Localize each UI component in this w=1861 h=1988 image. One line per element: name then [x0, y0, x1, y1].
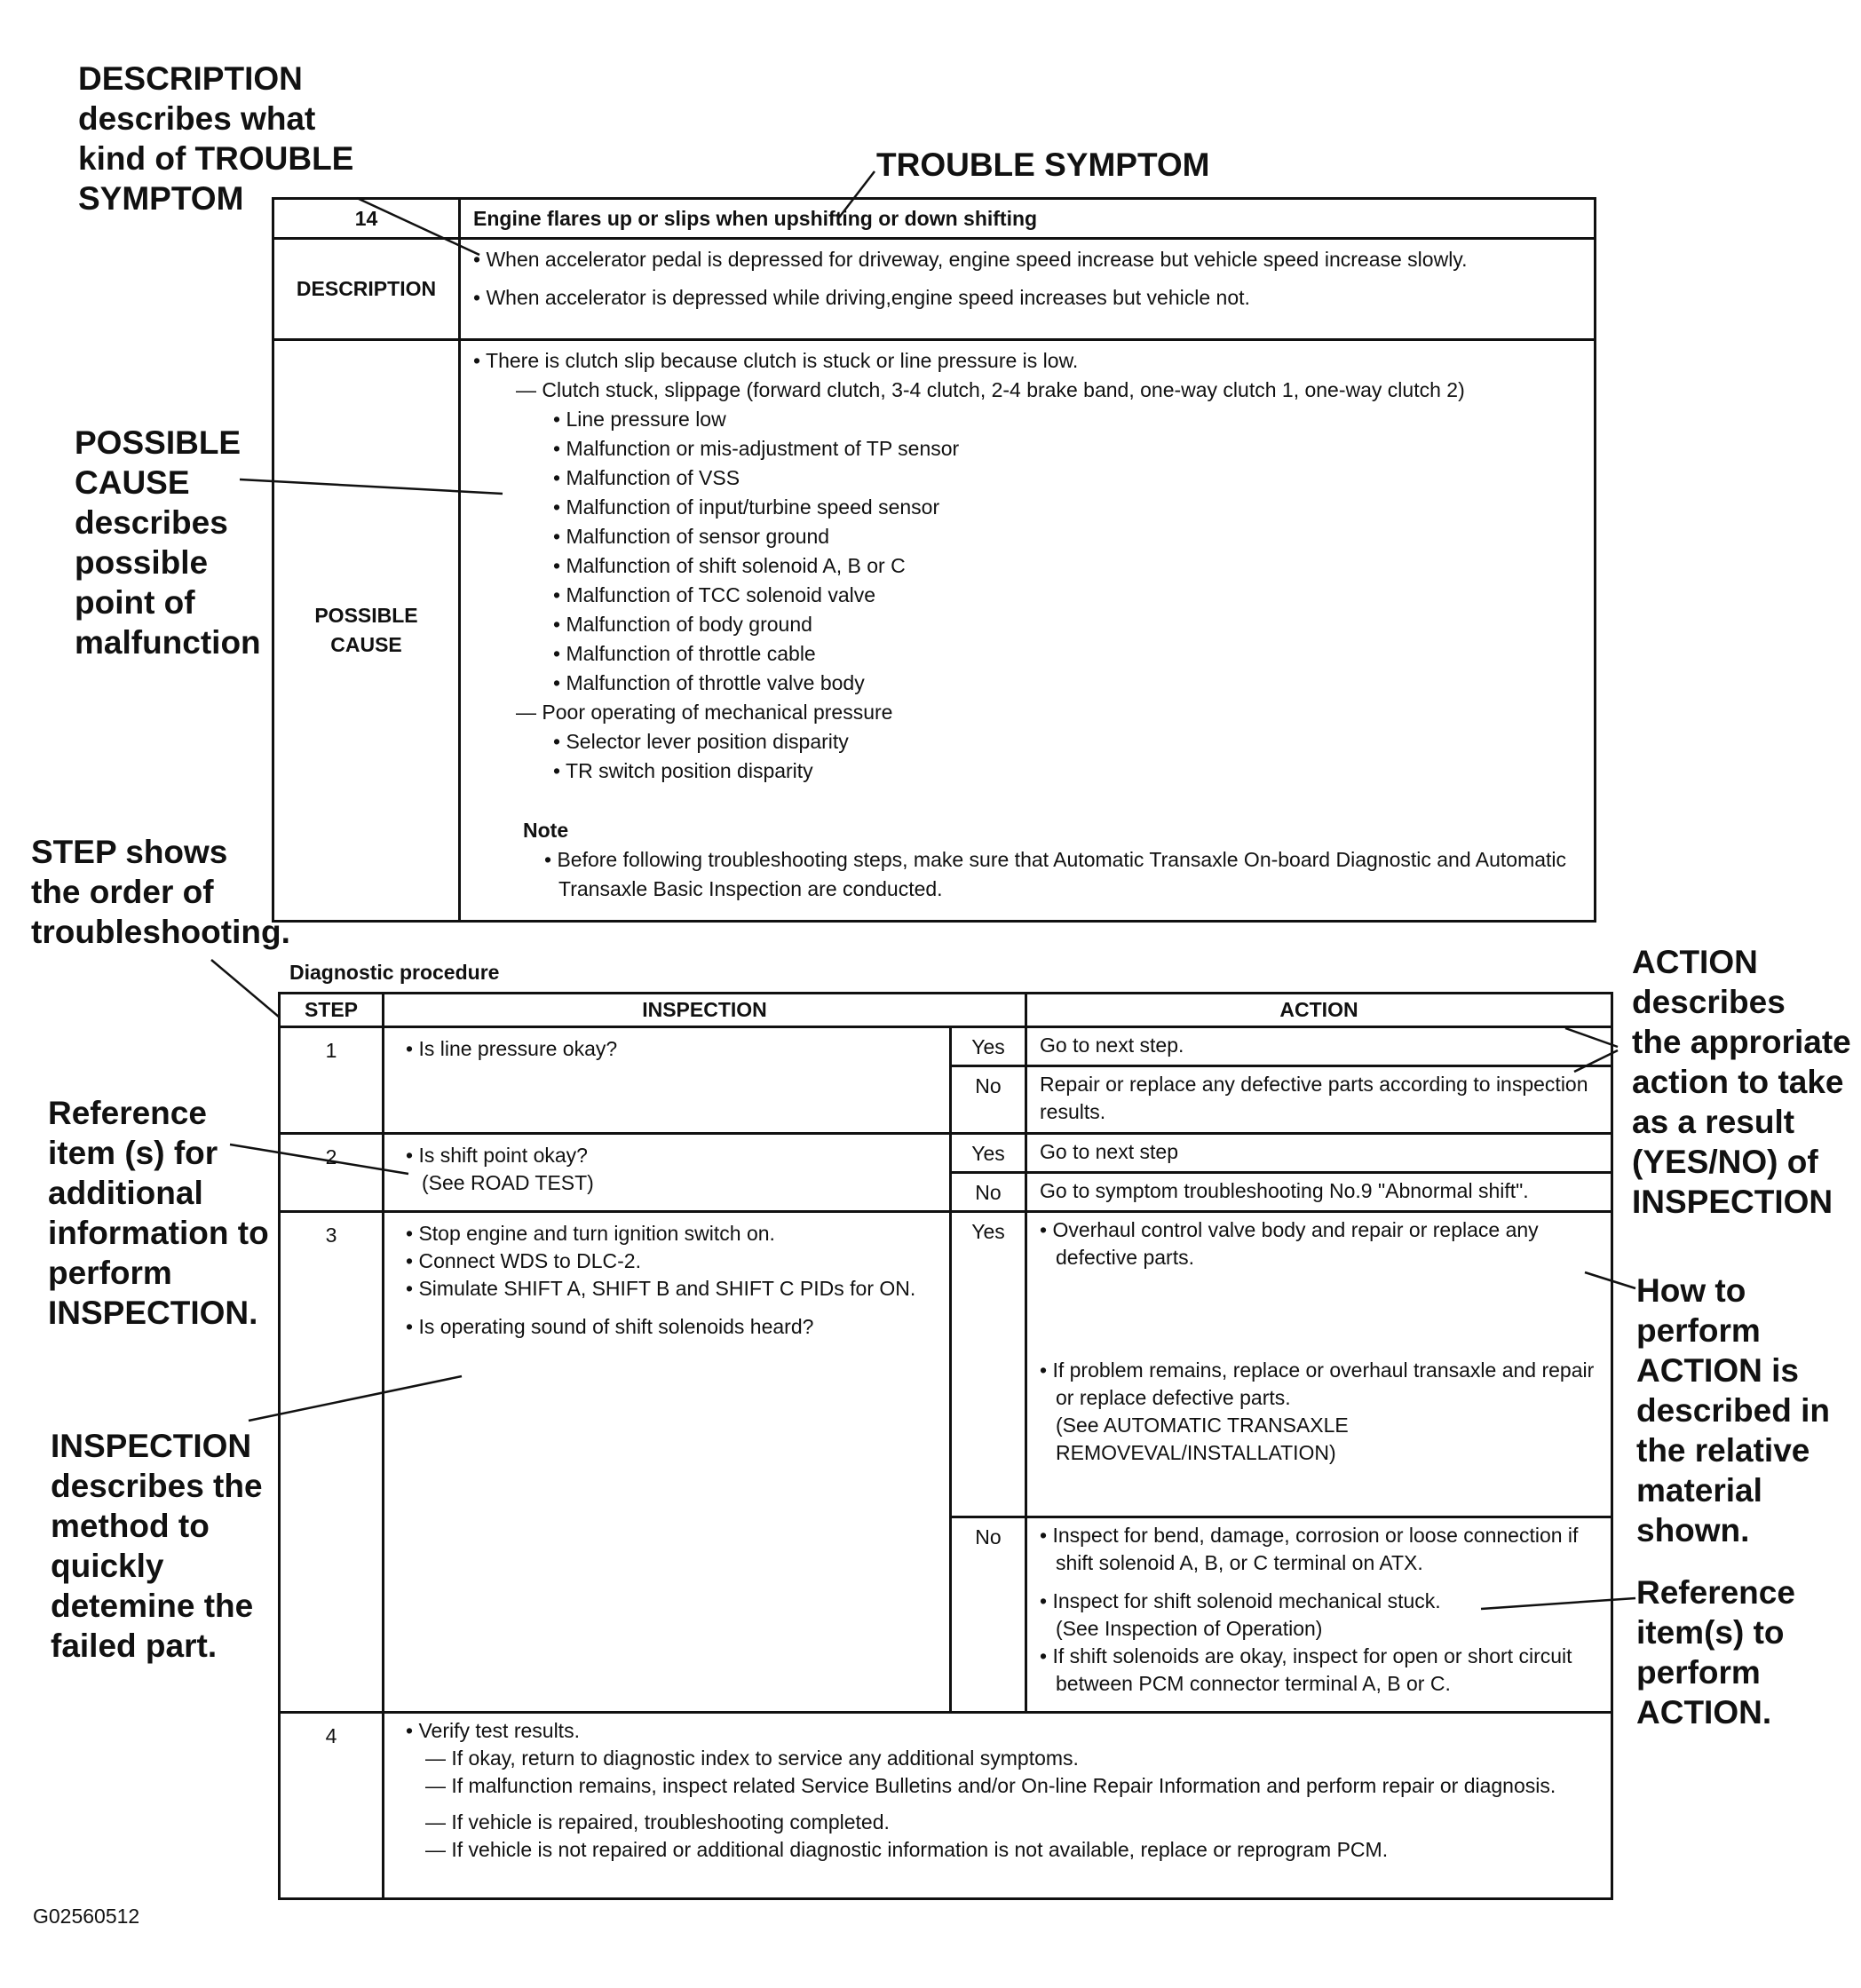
- cause-intro: • There is clutch slip because clutch is stuck or line pressure is low.: [473, 349, 1079, 372]
- cause-item: • Line pressure low: [553, 408, 726, 431]
- callout-text: describes the: [51, 1468, 263, 1504]
- action-item: • Overhaul control valve body and repair or replace any defective parts.: [1040, 1218, 1539, 1269]
- verify-subitem: — If vehicle is repaired, troubleshooting completed.: [425, 1810, 890, 1834]
- callout-text: additional: [48, 1175, 203, 1211]
- verify-subitem: — If malfunction remains, inspect related Service Bulletins and/or On-line Repair Information and perform repair or diagnosis.: [425, 1774, 1556, 1797]
- diagnostic-caption: Diagnostic procedure: [289, 961, 500, 984]
- callout-text: kind of TROUBLE: [78, 140, 354, 177]
- leader-inspection: [249, 1376, 462, 1421]
- action-no: Go to symptom troubleshooting No.9 "Abnormal shift".: [1026, 1173, 1612, 1212]
- inspection-item: • Connect WDS to DLC-2.: [406, 1249, 641, 1272]
- action-item: • Inspect for shift solenoid mechanical stuck.: [1040, 1589, 1441, 1612]
- verify-subitem: — If okay, return to diagnostic index to service any additional symptoms.: [425, 1746, 1079, 1770]
- yes-label: Yes: [951, 1134, 1026, 1173]
- callout-text: point of: [75, 584, 195, 621]
- step-number: 2: [280, 1134, 384, 1212]
- leader-trouble-symptom: [839, 171, 875, 218]
- no-label: No: [951, 1066, 1026, 1134]
- cause-item: • Malfunction or mis-adjustment of TP sensor: [553, 437, 960, 460]
- callout-text: possible: [75, 544, 209, 581]
- callout-text: DESCRIPTION: [78, 60, 303, 97]
- cause-item: • Malfunction of sensor ground: [553, 525, 830, 548]
- note-label: Note: [523, 819, 569, 842]
- callout-text: How to: [1636, 1272, 1746, 1309]
- callout-text: information to: [48, 1215, 269, 1251]
- description-label: DESCRIPTION: [273, 239, 460, 340]
- action-item: • If problem remains, replace or overhaul transaxle and repair or replace defective parts.: [1040, 1358, 1595, 1409]
- callout-text: the order of: [31, 874, 214, 910]
- verify-subitem: — If vehicle is not repaired or additional diagnostic information is not available, replace or reprogram PCM.: [425, 1838, 1389, 1861]
- description-item: • When accelerator is depressed while driving,engine speed increases but vehicle not.: [473, 286, 1250, 309]
- callout-text: troubleshooting.: [31, 914, 290, 950]
- callout-text: describes: [1632, 984, 1786, 1020]
- inspection-item: • Stop engine and turn ignition switch on.: [406, 1222, 775, 1245]
- no-label: No: [951, 1173, 1026, 1212]
- callout-text: INSPECTION: [51, 1428, 252, 1464]
- callout-text: the relative: [1636, 1432, 1810, 1469]
- callout-text: as a result: [1632, 1104, 1795, 1140]
- callout-text: TROUBLE SYMPTOM: [876, 147, 1210, 183]
- callout-text: ACTION: [1632, 944, 1758, 980]
- callout-text: ACTION is: [1636, 1352, 1799, 1389]
- leader-description: [357, 198, 479, 255]
- inspection-item: • Simulate SHIFT A, SHIFT B and SHIFT C PIDs for ON.: [406, 1277, 916, 1300]
- cause-group: — Clutch stuck, slippage (forward clutch, 3-4 clutch, 2-4 brake band, one-way clutch 1, one-way clutch 2): [516, 378, 1465, 401]
- description-item: • When accelerator pedal is depressed for driveway, engine speed increase but vehicle speed increase slowly.: [473, 248, 1468, 271]
- callout-text: perform: [48, 1255, 172, 1291]
- callout-text: method to: [51, 1508, 210, 1544]
- cause-item: • Malfunction of throttle cable: [553, 642, 816, 665]
- callout-text: item(s) to: [1636, 1614, 1785, 1651]
- cause-item: • Malfunction of VSS: [553, 466, 740, 489]
- callout-text: describes what: [78, 100, 316, 137]
- action-no: Repair or replace any defective parts according to inspection results.: [1026, 1066, 1612, 1134]
- cause-item: • Malfunction of shift solenoid A, B or C: [553, 554, 906, 577]
- action-yes: Go to next step: [1026, 1134, 1612, 1173]
- action-yes: Go to next step.: [1026, 1027, 1612, 1066]
- callout-text: perform: [1636, 1312, 1761, 1349]
- leader-step: [211, 960, 280, 1018]
- callout-text: (YES/NO) of: [1632, 1144, 1818, 1180]
- callout-text: quickly: [51, 1548, 164, 1584]
- verify-item: • Verify test results.: [406, 1719, 580, 1742]
- no-label: No: [951, 1517, 1026, 1713]
- leader-how-to: [1585, 1272, 1635, 1288]
- step-number: 3: [280, 1212, 384, 1713]
- callout-text: shown.: [1636, 1512, 1750, 1548]
- action-reference: (See Inspection of Operation): [1056, 1617, 1323, 1640]
- cause-item: • TR switch position disparity: [553, 759, 813, 782]
- inspection-item: • Is operating sound of shift solenoids heard?: [406, 1315, 814, 1338]
- symptom-title: Engine flares up or slips when upshifting or down shifting: [460, 199, 1596, 239]
- callout-text: the approriate: [1632, 1024, 1851, 1060]
- cause-item: • Selector lever position disparity: [553, 730, 849, 753]
- cause-group: — Poor operating of mechanical pressure: [516, 701, 893, 724]
- header-action: ACTION: [1026, 994, 1612, 1027]
- header-inspection: INSPECTION: [384, 994, 1026, 1027]
- inspection-item: • Is line pressure okay?: [406, 1037, 618, 1060]
- callout-text: action to take: [1632, 1064, 1844, 1100]
- cause-item: • Malfunction of TCC solenoid valve: [553, 583, 876, 606]
- callout-text: CAUSE: [75, 464, 190, 501]
- yes-label: Yes: [951, 1212, 1026, 1517]
- inspection-reference: (See ROAD TEST): [422, 1171, 594, 1194]
- leader-action-b: [1574, 1050, 1618, 1072]
- inspection-item: • Is shift point okay?: [406, 1144, 588, 1167]
- callout-text: failed part.: [51, 1628, 218, 1664]
- callout-text: INSPECTION: [1632, 1184, 1833, 1220]
- step-number: 1: [280, 1027, 384, 1134]
- callout-text: material: [1636, 1472, 1762, 1509]
- leader-action-a: [1565, 1028, 1618, 1047]
- step-number: 4: [280, 1713, 384, 1899]
- callout-text: POSSIBLE: [75, 424, 242, 461]
- callout-text: Reference: [1636, 1574, 1795, 1611]
- callout-text: describes: [75, 504, 228, 541]
- leader-reference-action: [1481, 1598, 1635, 1609]
- yes-label: Yes: [951, 1027, 1026, 1066]
- leader-reference-inspection: [230, 1144, 408, 1174]
- callout-text: item (s) for: [48, 1135, 218, 1171]
- callout-text: perform: [1636, 1654, 1761, 1691]
- callout-text: STEP shows: [31, 834, 228, 870]
- callout-text: Reference: [48, 1095, 207, 1131]
- cause-item: • Malfunction of throttle valve body: [553, 671, 865, 694]
- action-item: • If shift solenoids are okay, inspect for open or short circuit between PCM connector terminal A, B or C.: [1040, 1644, 1572, 1695]
- cause-item: • Malfunction of body ground: [553, 613, 812, 636]
- callout-text: described in: [1636, 1392, 1830, 1429]
- action-item: • Inspect for bend, damage, corrosion or loose connection if shift solenoid A, B, or C terminal on ATX.: [1040, 1524, 1579, 1574]
- note-text: • Before following troubleshooting steps, make sure that Automatic Transaxle On-board Diagnostic and Automatic Transaxle Basic Inspection are conducted.: [544, 848, 1567, 900]
- callout-text: ACTION.: [1636, 1694, 1772, 1731]
- figure-id: G02560512: [33, 1905, 140, 1928]
- symptom-number: 14: [273, 199, 460, 239]
- possible-cause-label: POSSIBLE CAUSE: [273, 340, 460, 922]
- callout-text: INSPECTION.: [48, 1295, 258, 1331]
- callout-text: SYMPTOM: [78, 180, 244, 217]
- callout-text: detemine the: [51, 1588, 254, 1624]
- action-reference: (See AUTOMATIC TRANSAXLE REMOVEVAL/INSTALLATION): [1056, 1414, 1349, 1464]
- cause-item: • Malfunction of input/turbine speed sensor: [553, 495, 940, 519]
- callout-text: malfunction: [75, 624, 261, 661]
- header-step: STEP: [280, 994, 384, 1027]
- leader-possible-cause: [240, 479, 503, 494]
